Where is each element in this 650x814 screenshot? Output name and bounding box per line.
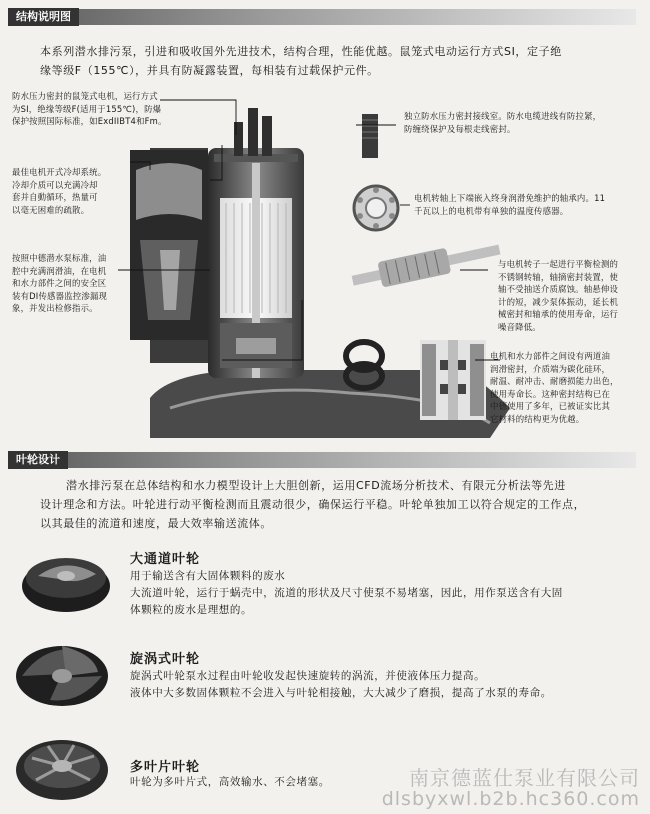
- callout-line: 为SI，绝缘等级F(适用于155℃)，防爆: [12, 103, 162, 114]
- callout-line: 轴不受抽送介质腐蚀。轴悬伸设: [498, 284, 619, 294]
- callout-line: 象，并发出检修指示。: [12, 303, 98, 313]
- callout-line: 腔中充满润滑油，在电机: [12, 265, 107, 276]
- callout-line: 耐温、耐冲击、耐磨损能力出色，: [490, 376, 619, 386]
- structure-intro-line: 缘等级F（155℃），并具有防凝露装置，每相装有过载保护元件。: [40, 64, 379, 77]
- callout-line: 与电机转子一起进行平衡检测的: [498, 259, 619, 269]
- impeller-desc-line: 体颗粒的废水是理想的。: [130, 604, 253, 616]
- callout-line: 械密封和轴承的使用寿命，运行: [498, 309, 619, 319]
- callout-line: 套并自動循环，热量可: [12, 192, 98, 202]
- impeller-intro-line: 设计理念和方法。叶轮进行动平衡检测而且震动很少，确保运行平稳。叶轮单独加工以符合规定的工作点，: [40, 498, 586, 511]
- callout-line: 防水压力密封的鼠笼式电机，运行方式: [12, 91, 158, 101]
- multi-blade-impeller-image: [12, 728, 112, 804]
- impeller-desc-line: 叶轮为多叶片式，高效输水、不会堵塞。: [130, 776, 330, 788]
- callout-line: 保护按照国际标准，如ExdIIBT4和Fm。: [12, 116, 167, 126]
- callout-line: 润滑密封，介质端为碳化硅环，: [490, 363, 611, 374]
- callout-line: 它材料的结构更为优越。: [490, 413, 585, 424]
- impeller-title: 多叶片叶轮: [130, 760, 201, 775]
- impeller-intro-line: 潜水排污泵在总体结构和水力模型设计上大胆创新，运用CFD流场分析技术、有限元分析法等先进: [66, 479, 566, 492]
- callout-seal: [490, 350, 619, 425]
- impeller-desc-line: 用于输送含有大固体颗料的废水: [130, 570, 286, 582]
- impeller-desc-line: 旋涡式叶轮泵水过程由叶轮收发起快速旋转的涡流，并使液体压力提高。: [130, 670, 486, 682]
- callout-line: 装有DI传感器监控渗漏现: [12, 290, 108, 301]
- callout-line: 防缠绕保护及每根走线密封。: [404, 123, 516, 134]
- callout-line: 冷却介质可以充满冷却: [12, 179, 98, 190]
- callout-rotor-shaft: [498, 258, 618, 333]
- impeller-intro: [40, 476, 640, 533]
- callout-line: 计的短，减少泵体振动，延长机: [498, 296, 619, 307]
- impeller-title: 旋涡式叶轮: [130, 652, 201, 667]
- callout-line: 独立防水压力密封接线室。防水电缆进线有防拉紧，: [404, 111, 602, 121]
- callout-line: 电机和水力部件之间设有两道油: [490, 351, 611, 361]
- large-channel-impeller-image: [18, 548, 114, 618]
- callout-line: 最佳电机开式冷却系统。: [12, 167, 107, 177]
- section-title-impeller: 叶轮设计: [8, 451, 68, 469]
- callout-line: 不锈钢转轴，轴摘密封装置，使: [498, 271, 619, 282]
- callout-bearing: [414, 192, 605, 217]
- callout-oil-chamber: [12, 252, 107, 315]
- callout-line: 使用寿命长。这种密封结构已在: [490, 388, 611, 399]
- impeller-desc-line: 液体中大多数固体颗粒不会进入与叶轮相接触，大大减少了磨损，提高了水泵的寿命。: [130, 687, 552, 699]
- callout-cable-chamber: [404, 110, 601, 135]
- callout-line: 噪音降低。: [498, 321, 541, 332]
- callout-line: 按照中德潜水泵标准，油: [12, 253, 107, 263]
- structure-intro-line: 本系列潜水排污泵，引进和吸收国外先进技术，结构合理，性能优越。鼠笼式电动运行方式SI，定子绝: [40, 45, 562, 58]
- callout-line: 以毫无困难的疏散。: [12, 204, 90, 215]
- callout-line: 中德使用了多年，已被证实比其: [490, 401, 611, 411]
- watermark-url: dlsbyxwl.b2b.hc360.com: [381, 788, 640, 810]
- callout-line: 和水力部件之间的安全区: [12, 278, 107, 288]
- impeller-title: 大通道叶轮: [130, 552, 201, 567]
- callout-cooling: [12, 166, 106, 216]
- callout-motor: [12, 90, 167, 128]
- callout-line: 电机转轴上下端嵌入终身润滑免维护的轴承内。11: [414, 193, 606, 203]
- callout-line: 千瓦以上的电机带有单独的温度传感器。: [414, 205, 569, 216]
- vortex-impeller-image: [14, 636, 110, 710]
- impeller-intro-line: 以其最佳的流道和速度，最大效率输送流体。: [40, 517, 272, 530]
- section-title-structure: 结构说明图: [8, 8, 79, 26]
- watermark-company: 南京德蓝仕泵业有限公司: [409, 766, 640, 790]
- section-header-bar: [14, 452, 636, 468]
- impeller-desc-line: 大流道叶轮，运行于蜗壳中，流道的形状及尺寸使泵不易堵塞，因此，用作泵送含有大固: [130, 587, 563, 599]
